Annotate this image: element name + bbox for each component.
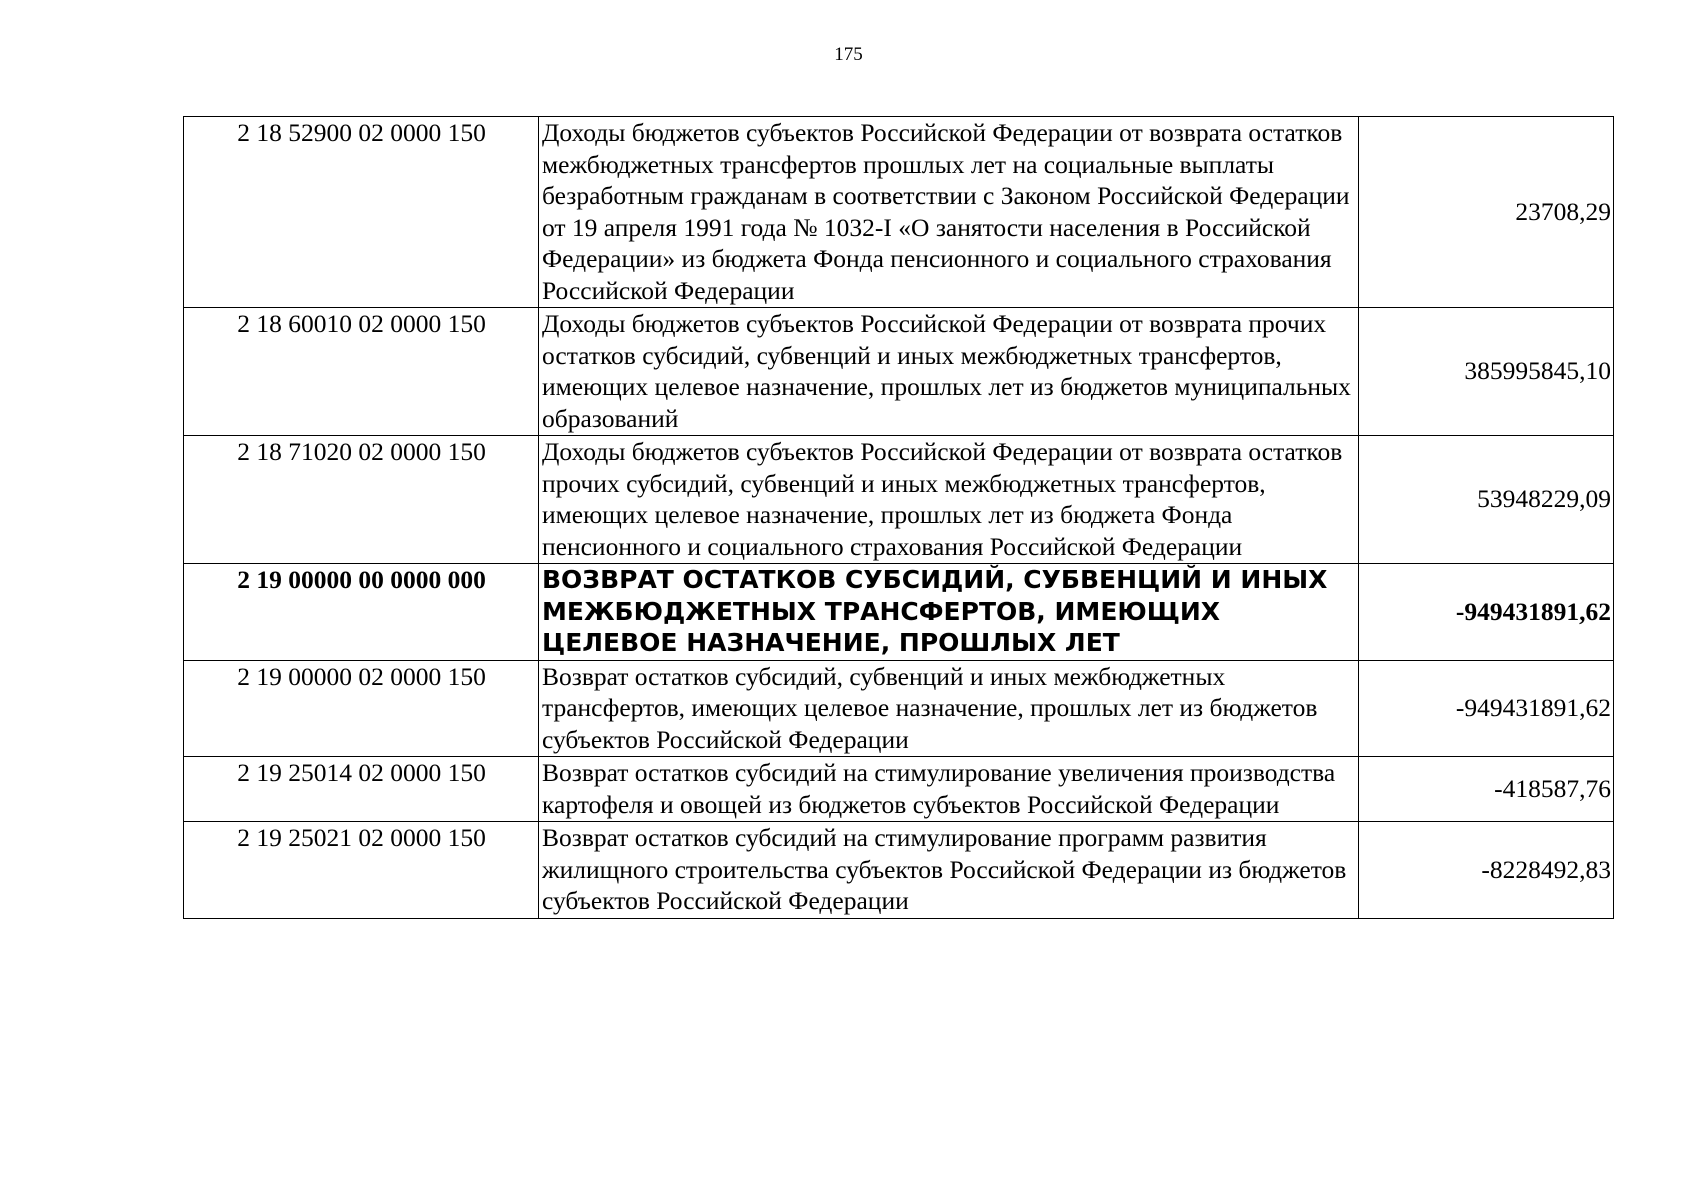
budget-code-cell: 2 18 71020 02 0000 150: [184, 436, 539, 564]
amount-cell: -8228492,83: [1359, 822, 1614, 919]
table-row-section-total: [184, 564, 1614, 661]
budget-code-cell: 2 19 00000 00 0000 000: [184, 564, 539, 661]
table-row: [184, 117, 1614, 308]
table-row: [184, 822, 1614, 919]
amount-cell: 385995845,10: [1359, 308, 1614, 436]
table-row: [184, 660, 1614, 757]
budget-code-cell: 2 18 60010 02 0000 150: [184, 308, 539, 436]
amount-cell: 23708,29: [1359, 117, 1614, 308]
amount-cell: -949431891,62: [1359, 564, 1614, 661]
section-heading-cell: ВОЗВРАТ ОСТАТКОВ СУБСИДИЙ, СУБВЕНЦИЙ И ИНЫХ МЕЖБЮДЖЕТНЫХ ТРАНСФЕРТОВ, ИМЕЮЩИХ ЦЕЛЕВОЕ НАЗНАЧЕНИЕ, ПРОШЛЫХ ЛЕТ: [539, 564, 1359, 661]
description-cell: Возврат остатков субсидий на стимулирование программ развития жилищного строительства субъектов Российской Федерации из бюджетов субъектов Российской Федерации: [539, 822, 1359, 919]
budget-code-cell: 2 19 25021 02 0000 150: [184, 822, 539, 919]
description-cell: Доходы бюджетов субъектов Российской Федерации от возврата остатков межбюджетных трансфертов прошлых лет на социальные выплаты безработным гражданам в соответствии с Законом Российской Федерации от 19 апреля 1991 года № 1032-I «О занятости населения в Российской Федерации» из бюджета Фонда пенсионного и социального страхования Российской Федерации: [539, 117, 1359, 308]
table-row: [184, 436, 1614, 564]
table-row: [184, 757, 1614, 822]
budget-revenue-table: [183, 116, 1614, 919]
page-number: 175: [834, 44, 863, 65]
amount-cell: -949431891,62: [1359, 660, 1614, 757]
description-cell: Доходы бюджетов субъектов Российской Федерации от возврата остатков прочих субсидий, субвенций и иных межбюджетных трансфертов, имеющих целевое назначение, прошлых лет из бюджета Фонда пенсионного и социального страхования Российской Федерации: [539, 436, 1359, 564]
description-cell: Возврат остатков субсидий, субвенций и иных межбюджетных трансфертов, имеющих целевое назначение, прошлых лет из бюджетов субъектов Российской Федерации: [539, 660, 1359, 757]
amount-cell: -418587,76: [1359, 757, 1614, 822]
budget-code-cell: 2 18 52900 02 0000 150: [184, 117, 539, 308]
table-row: [184, 308, 1614, 436]
amount-cell: 53948229,09: [1359, 436, 1614, 564]
budget-code-cell: 2 19 00000 02 0000 150: [184, 660, 539, 757]
description-cell: Возврат остатков субсидий на стимулирование увеличения производства картофеля и овощей из бюджетов субъектов Российской Федерации: [539, 757, 1359, 822]
budget-code-cell: 2 19 25014 02 0000 150: [184, 757, 539, 822]
description-cell: Доходы бюджетов субъектов Российской Федерации от возврата прочих остатков субсидий, субвенций и иных межбюджетных трансфертов, имеющих целевое назначение, прошлых лет из бюджетов муниципальных образований: [539, 308, 1359, 436]
